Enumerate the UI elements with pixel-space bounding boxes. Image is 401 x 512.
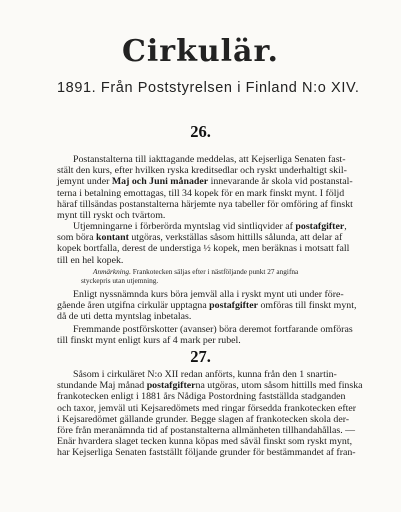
- section-number-26: 26.: [190, 122, 211, 141]
- section-26-note: [57, 267, 366, 285]
- text-line: i Kejsaredömet gällande grunder. Begge slagen af frankotecken skola der-: [57, 413, 350, 425]
- text-line: häraf tillsändas postanstalterna härjemte nya tabeller för omföring af finskt: [57, 198, 353, 210]
- text-line: Postanstalterna till iakttagande meddelas, att Kejserliga Senaten fast-: [73, 154, 346, 165]
- text-line: gående åren utgifna cirkulär upptagna postafgifter omföras till finskt mynt,: [57, 300, 357, 312]
- text-line: till en hel kopek.: [57, 254, 124, 266]
- section-26-paragraph-4: [57, 324, 366, 346]
- text-line: frankotecken enligt i 1881 års Nådiga Postordning fastställda stadganden: [57, 391, 346, 403]
- section-26-paragraph-2: [57, 221, 366, 266]
- text-line: Enligt nyssnämnda kurs böra jemväl alla i ryskt mynt uti under före-: [73, 289, 344, 300]
- text-line: till finskt mynt enligt kurs af 4 mark per rubel.: [57, 335, 241, 347]
- text-line: som böra kontant utgöras, verkställas såsom hittills sålunda, att delar af: [57, 232, 343, 244]
- text-line: Fremmande postförskotter (avanser) böra deremot fortfarande omföras: [73, 324, 353, 335]
- text-line: kopek bortfalla, derest de understiga ½ kopek, men beräknas i motsatt fall: [57, 243, 350, 255]
- section-27-paragraph-1: [57, 369, 366, 459]
- text-line: före från meranämnda tid af postanstalterna allmänheten tillhandahållas. —: [57, 425, 356, 437]
- text-line: och taxor, jemväl uti Kejsaredömets med ringar försedda frankotecken efter: [57, 402, 357, 414]
- text-line: Såsom i cirkuläret N:o XII redan anförts, kunna från den 1 snartin-: [73, 369, 337, 380]
- text-line: Enär hvardera slaget tecken kunna köpas med såväl finskt som ryskt mynt,: [57, 436, 353, 448]
- circular-title: Cirkulär.: [121, 34, 279, 69]
- text-line: terna i betalning emottagas, till 34 kopek för en mark finskt mynt. I följd: [57, 187, 345, 199]
- text-line: stundande Maj månad postafgifterna utgöras, utom såsom hittills med finska: [57, 380, 363, 392]
- section-26-paragraph-1: [57, 154, 366, 221]
- section-26-paragraph-3: [57, 289, 366, 323]
- text-line: mynt till ryskt och tvärtom.: [57, 210, 166, 222]
- section-number-27: 27.: [190, 347, 211, 366]
- text-line: Utjemningarne i förberörda myntslag vid sintliqvider af postafgifter,: [73, 221, 347, 232]
- text-line: då de uti detta myntslag inbetalas.: [57, 311, 192, 323]
- circular-subtitle: 1891. Från Poststyrelsen i Finland N:o XIV.: [57, 80, 360, 96]
- text-line: stält den kurs, efter hvilken ryska kreditsedlar och ryskt underhaltigt skil-: [57, 165, 347, 177]
- note-line: Anmärkning. Frankotecken säljas efter i nästföljande punkt 27 angifna: [93, 267, 299, 276]
- note-line: styckepris utan utjemning.: [81, 276, 159, 285]
- text-line: har Kejserliga Senaten fastställt följande grunder för bestämmandet af fran-: [57, 447, 356, 459]
- text-line: jemynt under Maj och Juni månader innevarande år skola vid postanstal-: [57, 176, 353, 188]
